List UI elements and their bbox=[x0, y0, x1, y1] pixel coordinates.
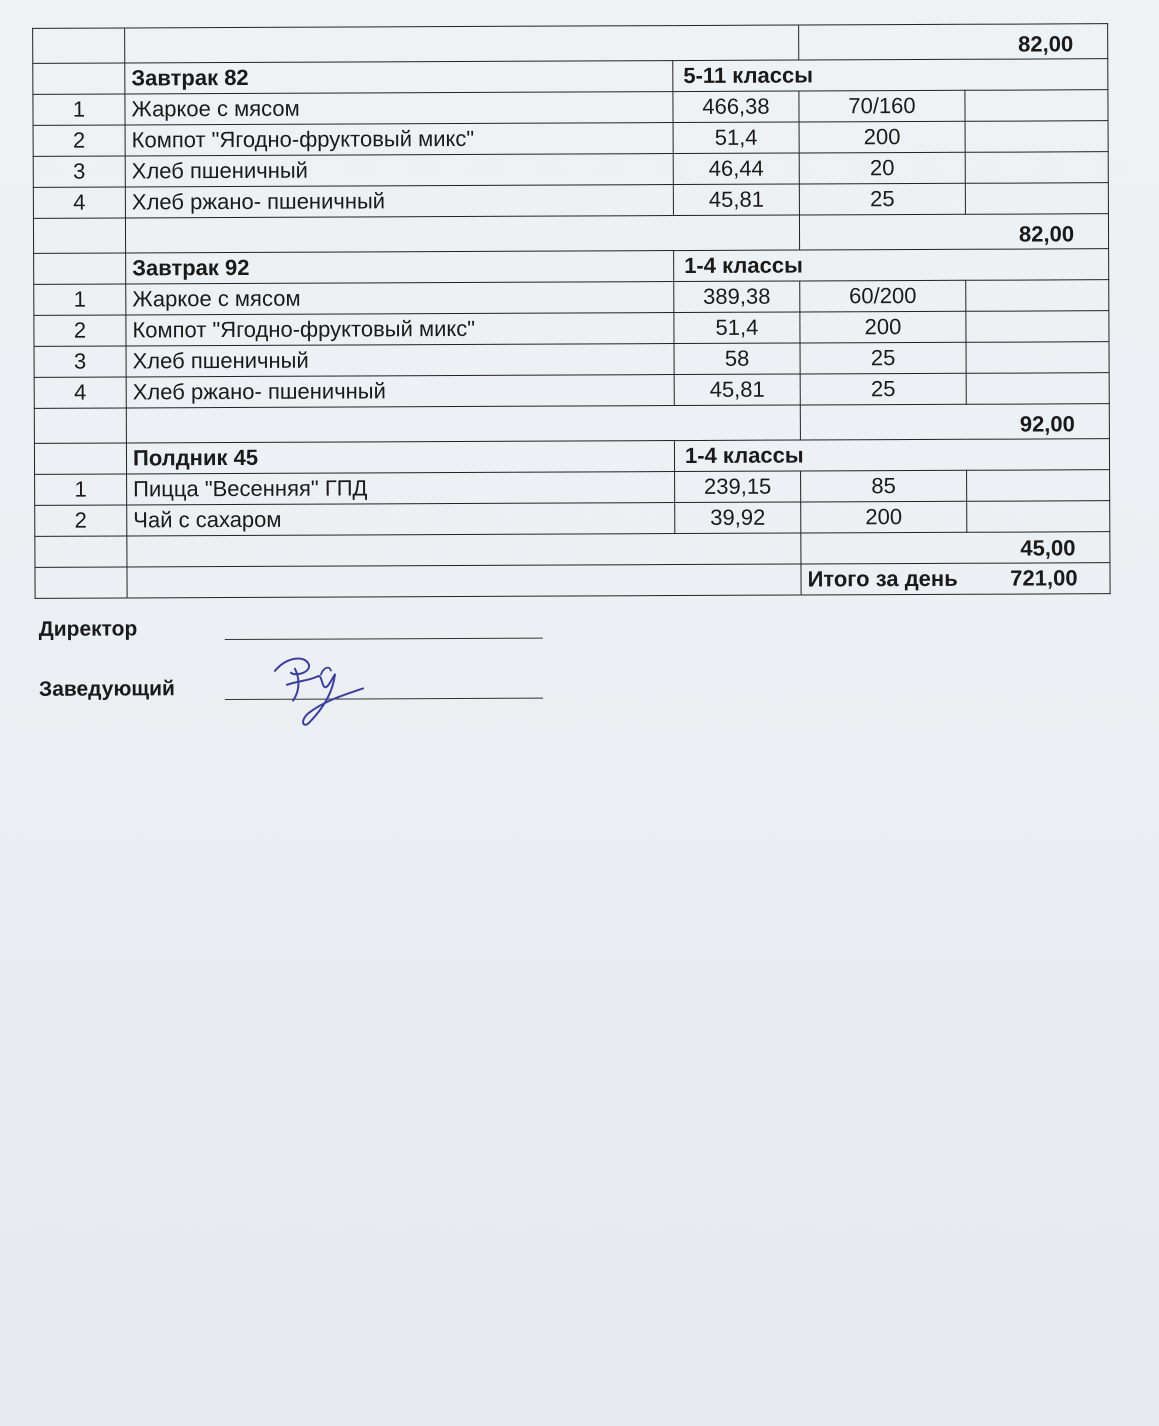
item-empty-cell bbox=[965, 90, 1108, 122]
table-row bbox=[33, 121, 1108, 157]
table-row bbox=[34, 342, 1109, 378]
item-energy: 45,81 bbox=[674, 374, 800, 406]
item-energy: 39,92 bbox=[675, 502, 801, 534]
item-portion: 200 bbox=[801, 501, 967, 533]
table-row bbox=[34, 311, 1109, 347]
grand-total-cell bbox=[801, 563, 1110, 595]
item-empty-cell bbox=[967, 470, 1110, 502]
section-header-row bbox=[33, 59, 1108, 95]
item-empty-cell bbox=[966, 342, 1109, 374]
signature-block bbox=[39, 610, 560, 732]
director-signature-line bbox=[225, 638, 543, 640]
item-empty-cell bbox=[966, 280, 1109, 312]
item-name: Жаркое с мясом bbox=[125, 92, 673, 125]
section-header-row bbox=[34, 439, 1109, 475]
grand-total-row bbox=[35, 563, 1110, 599]
item-energy: 46,44 bbox=[673, 153, 799, 185]
item-portion: 200 bbox=[799, 121, 965, 153]
menu-table bbox=[32, 23, 1110, 599]
item-number: 4 bbox=[33, 187, 125, 218]
section-header-row bbox=[34, 249, 1109, 285]
item-number: 1 bbox=[33, 94, 125, 125]
item-empty-cell bbox=[966, 373, 1109, 405]
table-row bbox=[33, 183, 1108, 219]
item-empty-cell bbox=[965, 183, 1108, 215]
table-row bbox=[35, 501, 1110, 537]
item-name: Пицца "Весенняя" ГПД bbox=[127, 472, 675, 505]
item-energy: 239,15 bbox=[675, 471, 801, 503]
table-row bbox=[33, 152, 1108, 188]
director-label: Директор bbox=[38, 617, 138, 641]
item-name: Хлеб ржано- пшеничный bbox=[126, 375, 674, 408]
grand-total-value: 721,00 bbox=[1010, 565, 1078, 591]
item-portion: 20 bbox=[799, 152, 965, 184]
section-total: 92,00 bbox=[800, 404, 1109, 440]
grand-total-label: Итого за день bbox=[807, 565, 958, 592]
item-number: 1 bbox=[35, 474, 127, 505]
item-number: 3 bbox=[33, 156, 125, 187]
section-total-row bbox=[34, 404, 1109, 444]
section-total-row bbox=[33, 214, 1108, 254]
section-total: 82,00 bbox=[799, 214, 1108, 250]
item-empty-cell bbox=[966, 311, 1109, 343]
section-total: 82,00 bbox=[799, 24, 1108, 60]
section-total-row bbox=[35, 532, 1110, 568]
item-name: Хлеб ржано- пшеничный bbox=[125, 185, 673, 218]
item-empty-cell bbox=[965, 152, 1108, 184]
item-portion: 60/200 bbox=[800, 280, 966, 312]
item-portion: 70/160 bbox=[799, 90, 965, 122]
item-empty-cell bbox=[965, 121, 1108, 153]
section-total: 45,00 bbox=[801, 532, 1110, 564]
item-energy: 45,81 bbox=[673, 184, 799, 216]
item-number: 3 bbox=[34, 346, 126, 377]
table-row bbox=[33, 90, 1108, 126]
item-portion: 85 bbox=[801, 470, 967, 502]
item-name: Хлеб пшеничный bbox=[125, 154, 673, 187]
item-energy: 389,38 bbox=[674, 281, 800, 313]
item-number: 2 bbox=[33, 125, 125, 156]
section-classes: 1-4 классы bbox=[674, 439, 1109, 472]
item-number: 1 bbox=[34, 284, 126, 315]
section-title: Полдник 45 bbox=[126, 441, 674, 474]
item-portion: 200 bbox=[800, 311, 966, 343]
section-title: Завтрак 82 bbox=[125, 61, 673, 94]
section-classes: 1-4 классы bbox=[674, 249, 1109, 282]
manager-label: Заведующий bbox=[38, 677, 175, 701]
item-energy: 466,38 bbox=[673, 91, 799, 123]
section-classes: 5-11 классы bbox=[673, 59, 1108, 92]
item-name: Хлеб пшеничный bbox=[126, 344, 674, 377]
item-name: Компот "Ягодно-фруктовый микс" bbox=[125, 123, 673, 156]
section-total-row bbox=[33, 24, 1108, 64]
table-row bbox=[34, 373, 1109, 409]
table-row bbox=[35, 470, 1110, 506]
item-number: 4 bbox=[34, 377, 126, 408]
item-name: Чай с сахаром bbox=[127, 503, 675, 536]
item-energy: 58 bbox=[674, 343, 800, 375]
item-number: 2 bbox=[34, 315, 126, 346]
item-energy: 51,4 bbox=[673, 122, 799, 154]
item-portion: 25 bbox=[800, 342, 966, 374]
handwritten-signature bbox=[265, 646, 385, 733]
item-empty-cell bbox=[967, 501, 1110, 533]
item-energy: 51,4 bbox=[674, 312, 800, 344]
item-number: 2 bbox=[35, 505, 127, 536]
item-portion: 25 bbox=[799, 183, 965, 215]
table-row bbox=[34, 280, 1109, 316]
item-portion: 25 bbox=[800, 373, 966, 405]
item-name: Жаркое с мясом bbox=[126, 282, 674, 315]
item-name: Компот "Ягодно-фруктовый микс" bbox=[126, 313, 674, 346]
section-title: Завтрак 92 bbox=[126, 251, 674, 284]
